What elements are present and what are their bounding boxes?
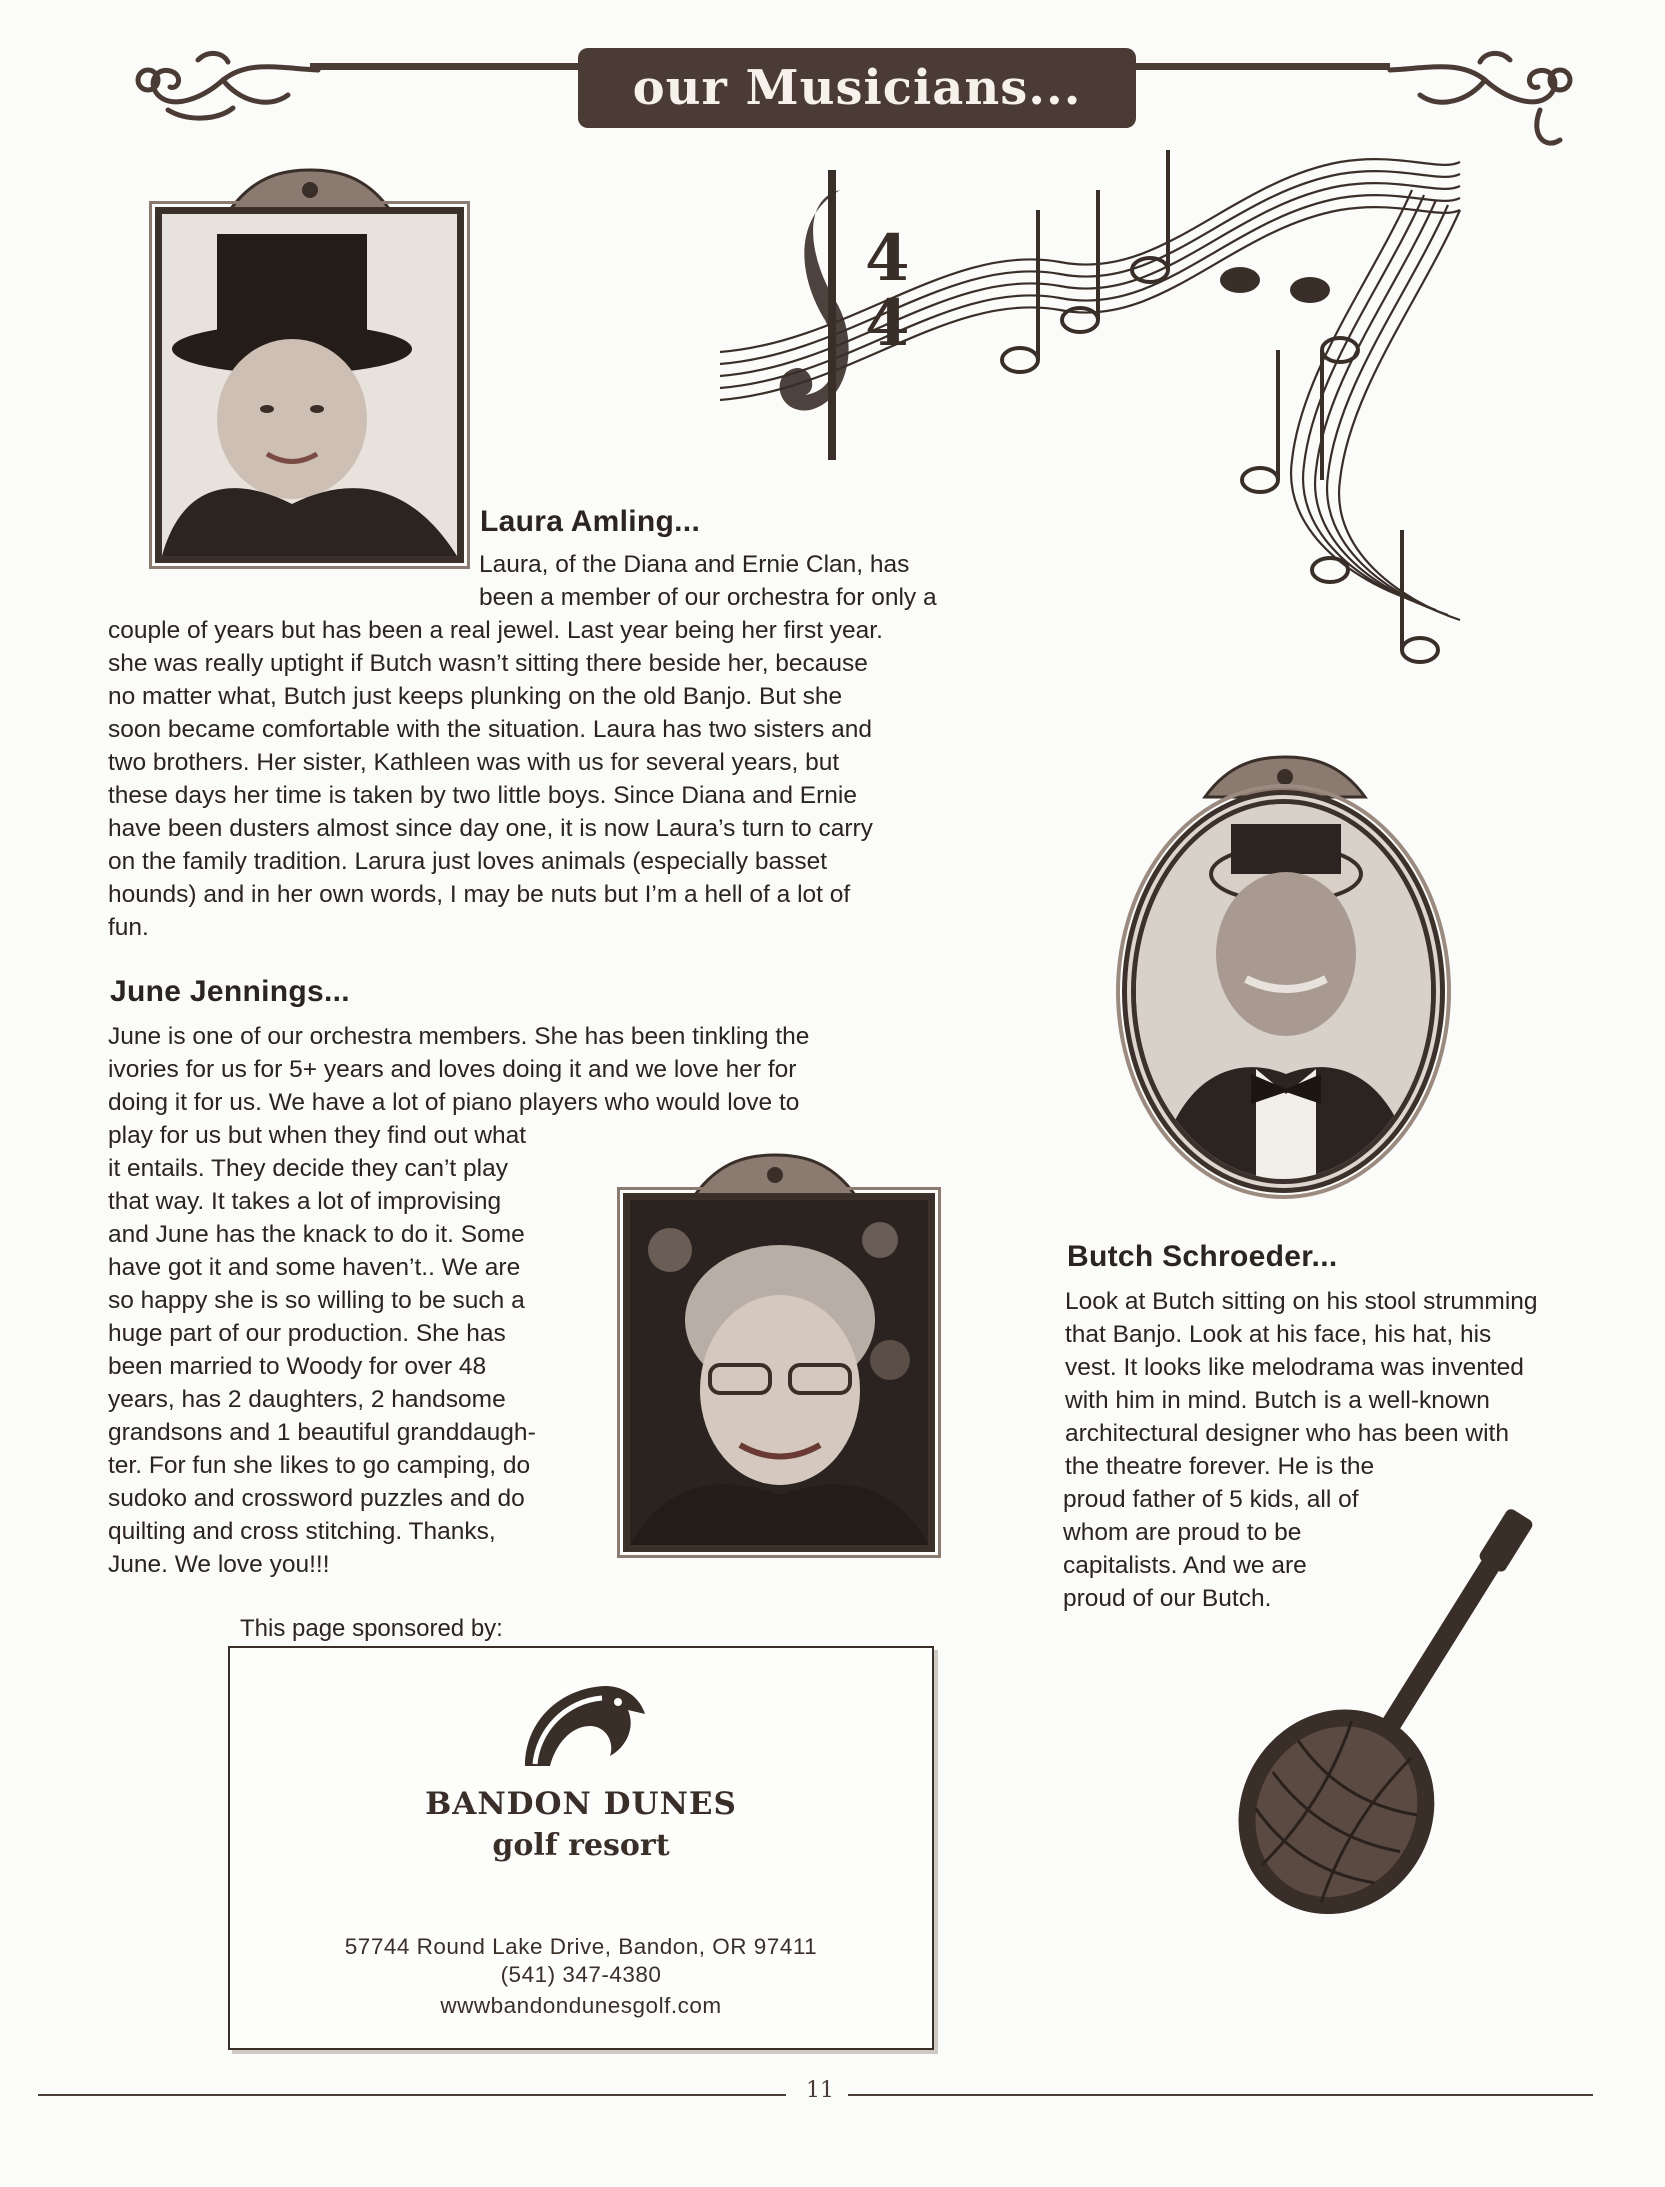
bandon-dunes-logo-icon [510,1676,650,1771]
sponsor-address: 57744 Round Lake Drive, Bandon, OR 97411 [344,1934,818,1959]
footer-rule-left [38,2094,786,2096]
laura-name: Laura Amling... [480,505,701,538]
laura-bio: couple of years but has been a real jewel. Last year being her first year. she was really uptight if Butch wasn’t sitting there beside her, because no matter what, Butch just keeps plunking on the old Banjo. But she soon became comfortable with the situation. Laura has two sisters and two brothers. Her sister, Kathleen was with us for several years, but these days her time is taken by two little boys. Since Diana and Ernie have been dusters almost since day one, it is now Laura’s turn to carry on the family tradition. Larura just loves animals (especially basset hounds) and in her own words, I may be nuts but I’m a hell of a lot of fun. [108,617,883,941]
butch-bio-top: Look at Butch sitting on his stool strumming that Banjo. Look at his face, his hat, his vest. It looks like melodrama was invented with him in mind. Butch is a well-known architectural designer who has been with the theatre forever. He is the [1065,1288,1538,1480]
laura-bio-top: Laura, of the Diana and Ernie Clan, has been a member of our orchestra for only a [479,551,937,611]
page-title: our Musicians... [578,48,1136,128]
sponsor-website[interactable]: wwwbandondunesgolf.com [440,1993,722,2018]
sponsor-name: BANDON DUNES [425,1786,737,1822]
svg-text:4: 4 [865,286,910,361]
banjo-illustration [1225,1470,1575,1950]
butch-photo [1122,790,1445,1193]
butch-name: Butch Schroeder... [1067,1240,1338,1273]
laura-photo [155,207,464,563]
page-number: 11 [806,2078,834,2103]
svg-text:4: 4 [865,221,910,296]
sponsor-ad [228,1646,934,2050]
sponsor-subtitle: golf resort [492,1828,670,1863]
june-bio-top: June is one of our orchestra members. She has been tinkling the ivories for us for 5+ years and loves doing it and we love her for doing it for us. We have a lot of piano players who would love to play for us but when they find out what [108,1023,810,1149]
left-scroll-ornament [128,40,328,130]
sponsor-phone: (541) 347-4380 [500,1962,662,1987]
sponsor-label: This page sponsored by: [240,1615,503,1642]
butch-bio: proud father of 5 kids, all of whom are proud to be capitalists. And we are proud of our Butch. [1063,1486,1359,1612]
june-bio: it entails. They decide they can’t play that way. It takes a lot of improvising and June has the knack to do it. Some have got it and some haven’t.. We are so happy she is so willing to be such a huge part of our production. She has been married to Woody for over 48 years, has 2 daughters, 2 handsome grandsons and 1 beautiful granddaugh- ter. For fun she likes to go camping, do sudoko and crossword puzzles and do quilting and cross stitching. Thanks, June. We love you!!! [108,1155,536,1578]
footer-rule-right [848,2094,1593,2096]
june-photo [623,1193,935,1552]
june-name: June Jennings... [110,975,350,1008]
right-scroll-ornament [1380,40,1580,160]
